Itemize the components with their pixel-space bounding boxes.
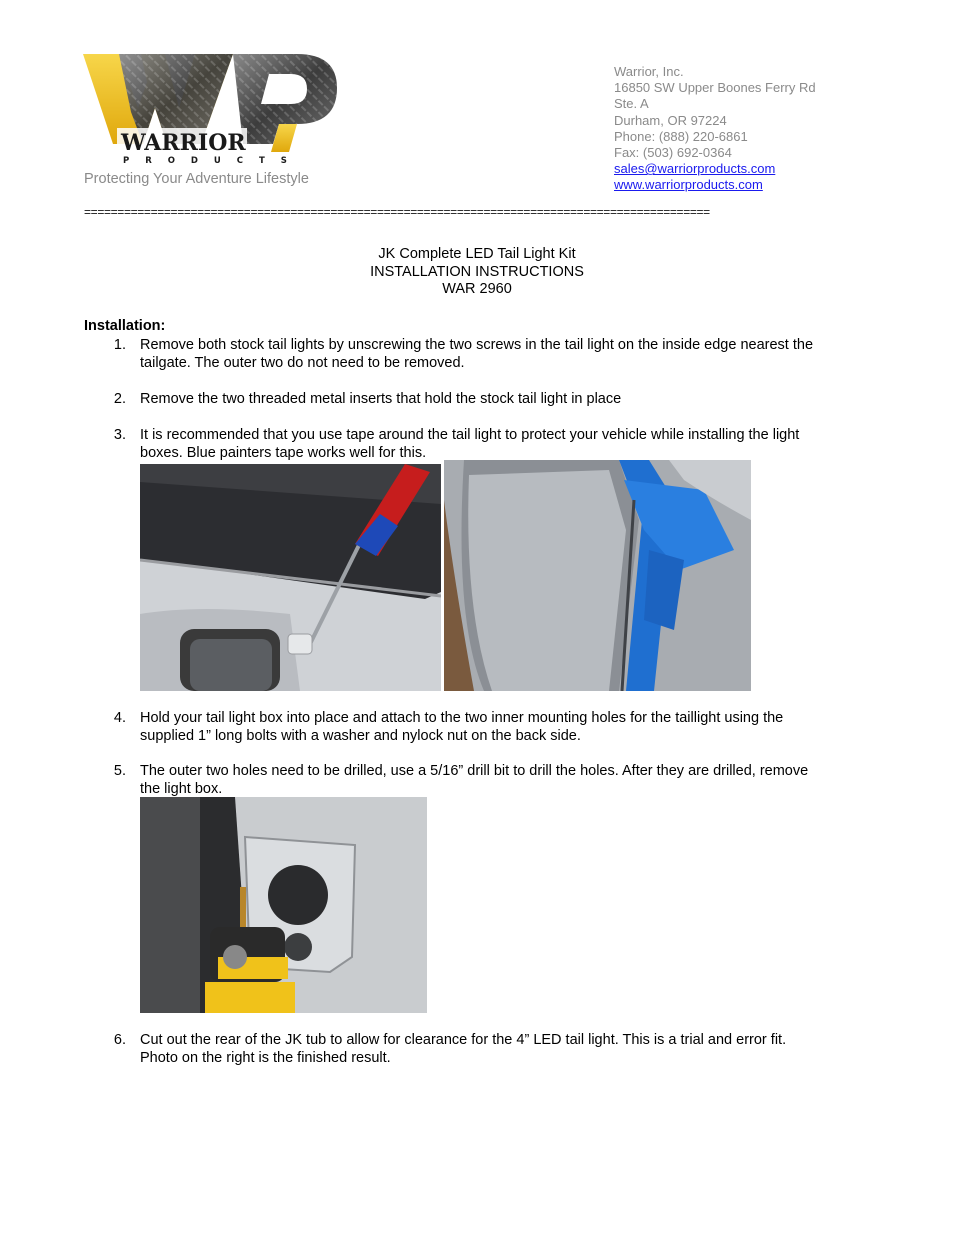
step-3-text [140,426,860,462]
company-address-line-1: 16850 SW Upper Boones Ferry Rd [614,80,816,96]
step-5-number: 5. [113,763,126,779]
company-city: Durham, OR 97224 [614,112,727,128]
step-6-line-2: Photo on the right is the finished result. [140,1050,391,1066]
photo-screwdriver-removing-tail-light [140,464,441,691]
company-tagline: Protecting Your Adventure Lifestyle [84,171,309,187]
step-1-text [140,336,860,372]
step-1-number: 1. [113,337,126,353]
installation-heading: Installation: [84,318,166,334]
logo-graphic [83,52,339,164]
company-phone: Phone: (888) 220-6861 [614,128,748,144]
logo-sub-wordmark: P R O D U C T S [123,156,294,164]
step-1-line-1: Remove both stock tail lights by unscrewing the two screws in the tail light on the inside edge nearest the [140,337,814,353]
instructions-heading: INSTALLATION INSTRUCTIONS [370,263,584,280]
step-3-line-1: It is recommended that you use tape around the tail light to protect your vehicle while installing the light [140,427,800,443]
step-3-number: 3. [113,427,126,443]
step-6-line-1: Cut out the rear of the JK tub to allow for clearance for the 4” LED tail light. This is a trial and error fit. [140,1032,787,1048]
logo-wordmark: WARRIOR [121,130,246,156]
step-5-line-1: The outer two holes need to be drilled, use a 5/16” drill bit to drill the holes. After they are drilled, remove [140,763,809,779]
company-website-link[interactable]: www.warriorproducts.com [614,177,763,193]
warrior-products-logo [83,52,339,164]
step-5-text [140,762,860,798]
document-title [0,246,954,299]
step-4-line-1: Hold your tail light box into place and attach to the two inner mounting holes for the taillight using the [140,710,784,726]
photo-drilling-outer-holes [140,797,427,1013]
company-fax: Fax: (503) 692-0364 [614,145,732,161]
step-5-line-2: the light box. [140,781,223,797]
step-2-text [140,390,860,408]
part-number: WAR 2960 [442,281,512,298]
photo-blue-painters-tape [444,460,751,691]
company-name: Warrior, Inc. [614,64,684,79]
step-4-number: 4. [113,710,126,726]
step-4-text [140,709,860,745]
header-divider: ============================================================================================== [84,205,710,219]
step-6-number: 6. [113,1032,126,1048]
company-contact-block [614,64,816,194]
step-2-number: 2. [113,391,126,407]
step-4-line-2: supplied 1” long bolts with a washer and nylock nut on the back side. [140,728,581,744]
company-email-link[interactable]: sales@warriorproducts.com [614,161,776,177]
step-3-line-2: boxes. Blue painters tape works well for this. [140,445,427,461]
step-1-line-2: tailgate. The outer two do not need to be removed. [140,355,465,371]
step-6-text [140,1031,860,1067]
step-2-line-1: Remove the two threaded metal inserts that hold the stock tail light in place [140,391,622,407]
product-name: JK Complete LED Tail Light Kit [378,246,576,262]
company-address-line-2: Ste. A [614,96,649,112]
